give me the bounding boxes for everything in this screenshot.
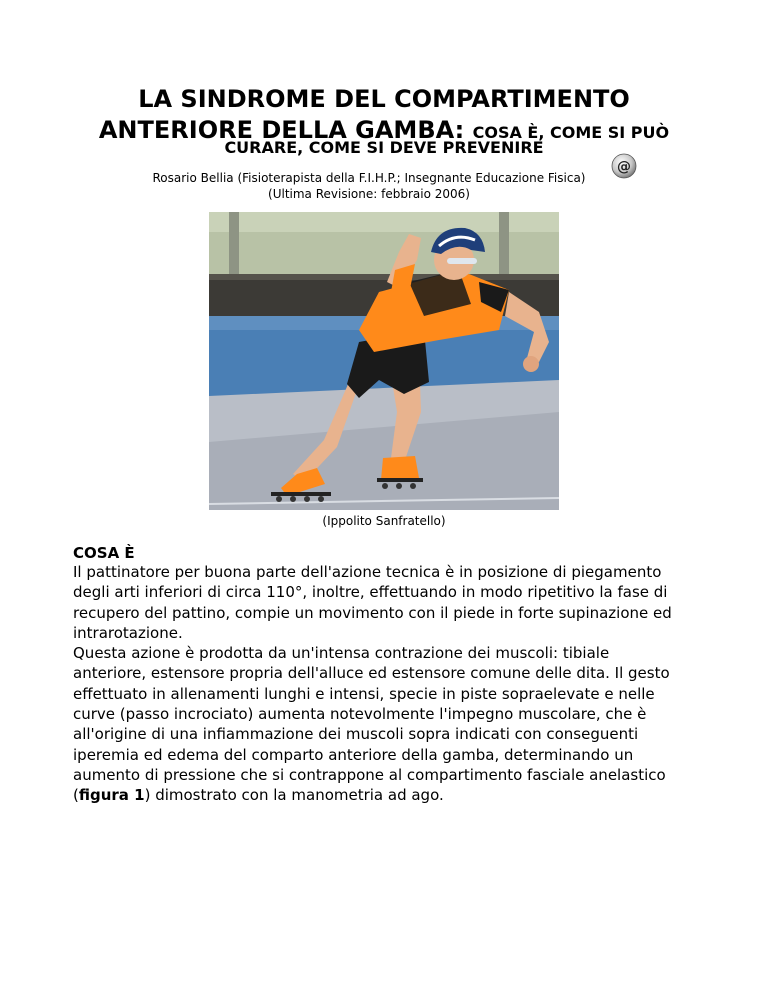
- revision-line: (Ultima Revisione: febbraio 2006): [268, 187, 470, 201]
- svg-text:@: @: [617, 159, 631, 175]
- body-line: effettuato in allenamenti lunghi e intensi, specie in piste sopraelevate e nelle: [73, 684, 655, 703]
- body-line: recupero del pattino, compie un movimento con il piede in forte supinazione ed: [73, 603, 672, 622]
- body-line: iperemia ed edema del comparto anteriore della gamba, determinando un: [73, 745, 634, 764]
- body-line: curve (passo incrociato) aumenta notevolmente l'impegno muscolare, che è: [73, 705, 647, 724]
- section-body: [73, 562, 713, 806]
- figure-reference: figura 1: [78, 786, 145, 805]
- body-line: degli arti inferiori di circa 110°, inoltre, effettuando in modo ripetitivo la fase di: [73, 583, 668, 602]
- title-line-3-text: CURARE, COME SI DEVE PREVENIRE: [224, 138, 544, 157]
- skater-photo: [209, 212, 559, 510]
- body-last-line-post: ) dimostrato con la manometria ad ago.: [144, 786, 444, 805]
- author-line: Rosario Bellia (Fisioterapista della F.I.H.P.; Insegnante Educazione Fisica): [152, 171, 586, 185]
- title-line-2-sub: COSA È, COME SI PUÒ: [472, 123, 670, 142]
- photo-caption: (Ippolito Sanfratello): [322, 514, 446, 528]
- body-line: Il pattinatore per buona parte dell'azione tecnica è in posizione di piegamento: [73, 563, 662, 581]
- title-line-3: [0, 137, 768, 159]
- page-title: [0, 83, 768, 115]
- body-line: Questa azione è prodotta da un'intensa contrazione dei muscoli: tibiale: [73, 644, 610, 663]
- body-line: all'origine di una infiammazione dei muscoli sopra indicati con conseguenti: [73, 725, 639, 744]
- title-line-1: LA SINDROME DEL COMPARTIMENTO: [138, 85, 630, 113]
- section-heading: COSA È: [73, 544, 135, 562]
- body-last-line: [73, 785, 713, 805]
- body-last-line-pre: (: [73, 786, 79, 805]
- body-line: aumento di pressione che si contrappone al compartimento fasciale anelastico: [73, 765, 666, 784]
- title-line-2-main: ANTERIORE DELLA GAMBA:: [98, 116, 473, 144]
- body-line: anteriore, estensore propria dell'alluce ed estensore comune delle dita. Il gesto: [73, 664, 670, 683]
- at-sign-icon[interactable]: [611, 153, 637, 179]
- body-line: intrarotazione.: [73, 623, 183, 642]
